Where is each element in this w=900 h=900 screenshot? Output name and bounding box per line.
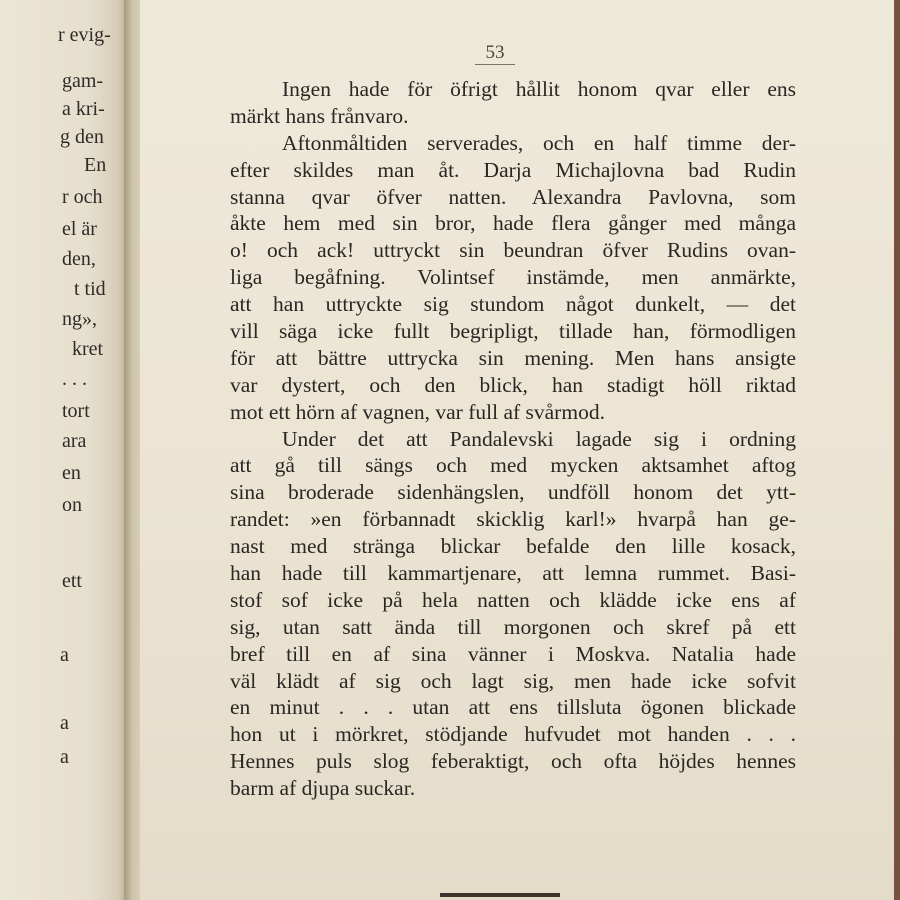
left-page-fragment: r evig- <box>58 24 111 46</box>
left-page-fragment: gam- <box>62 70 104 92</box>
text-line: barm af djupa suckar. <box>230 776 416 801</box>
left-page-fragment: r och <box>62 186 103 208</box>
text-line: vill säga icke fullt begripligt, tillade han, förmodligen <box>230 319 796 344</box>
text-line: mot ett hörn af vagnen, var full af svårmod. <box>230 399 605 424</box>
text-line: märkt hans frånvaro. <box>230 103 409 128</box>
left-page-fragment: a <box>60 712 69 734</box>
bottom-rule <box>440 893 560 897</box>
text-line: efter skildes man åt. Darja Michajlovna bad Rudin <box>230 157 796 182</box>
text-line: åkte hem med sin bror, hade flera gånger med många <box>230 211 796 236</box>
left-page-fragment: ng», <box>62 308 97 330</box>
left-page-fragment: a kri- <box>62 98 105 120</box>
text-line: randet: »en förbannadt skicklig karl!» hvarpå han ge- <box>230 507 796 532</box>
left-page-fragment: En <box>84 154 107 176</box>
text-line: stof sof icke på hela natten och klädde icke ens af <box>230 587 796 612</box>
page-number: 53 <box>475 42 515 65</box>
left-page-fragment: ara <box>62 430 87 452</box>
text-line: att gå till sängs och med mycken aktsamhet aftog <box>230 453 796 478</box>
text-line: sig, utan satt ända till morgonen och skref på ett <box>230 614 796 639</box>
text-line: Hennes puls slog feberaktigt, och ofta höjdes hennes <box>230 749 796 774</box>
left-page-fragment: ett <box>62 570 82 592</box>
text-line: han hade till kammartjenare, att lemna rummet. Basi- <box>230 561 796 586</box>
text-line: Aftonmåltiden serverades, och en half timme der- <box>282 130 796 155</box>
left-page-fragment: t tid <box>74 278 106 300</box>
left-page-fragment: a <box>60 644 69 666</box>
text-line: hon ut i mörkret, stödjande hufvudet mot handen . . . <box>230 722 796 747</box>
text-line: för att bättre uttrycka sin mening. Men hans ansigte <box>230 345 796 370</box>
left-page-fragment: a <box>60 746 69 768</box>
page-edge <box>894 0 900 900</box>
text-line: väl klädt af sig och lagt sig, men hade icke sofvit <box>230 668 796 693</box>
left-page-fragment: el är <box>62 218 97 240</box>
body-text <box>230 76 796 802</box>
left-page-fragment: kret <box>72 338 104 360</box>
left-page-fragment: . . . <box>62 368 87 390</box>
left-page-fragment: en <box>62 462 81 484</box>
text-line: en minut . . . utan att ens tillsluta ögonen blickade <box>230 695 796 720</box>
left-page-fragment: tort <box>62 400 90 422</box>
text-line: nast med stränga blickar befalde den lille kosack, <box>230 534 796 559</box>
text-line: sina broderade sidenhängslen, undföll honom det ytt- <box>230 480 796 505</box>
text-line: o! och ack! uttryckt sin beundran öfver Rudins ovan- <box>230 238 796 263</box>
left-page-fragment: g den <box>60 126 104 148</box>
left-page-fragment: on <box>62 494 82 516</box>
left-page-fragment: den, <box>62 248 96 270</box>
text-line: bref till en af sina vänner i Moskva. Natalia hade <box>230 641 796 666</box>
text-line: stanna qvar öfver natten. Alexandra Pavlovna, som <box>230 184 796 209</box>
text-line: var dystert, och den blick, han stadigt höll riktad <box>230 372 796 397</box>
left-page <box>0 0 128 900</box>
text-line: liga begåfning. Volintsef instämde, men anmärkte, <box>230 265 796 290</box>
text-line: att han uttryckte sig stundom något dunkelt, — det <box>230 292 796 317</box>
text-line: Ingen hade för öfrigt hållit honom qvar eller ens <box>282 77 796 101</box>
text-line: Under det att Pandalevski lagade sig i ordning <box>282 426 796 451</box>
